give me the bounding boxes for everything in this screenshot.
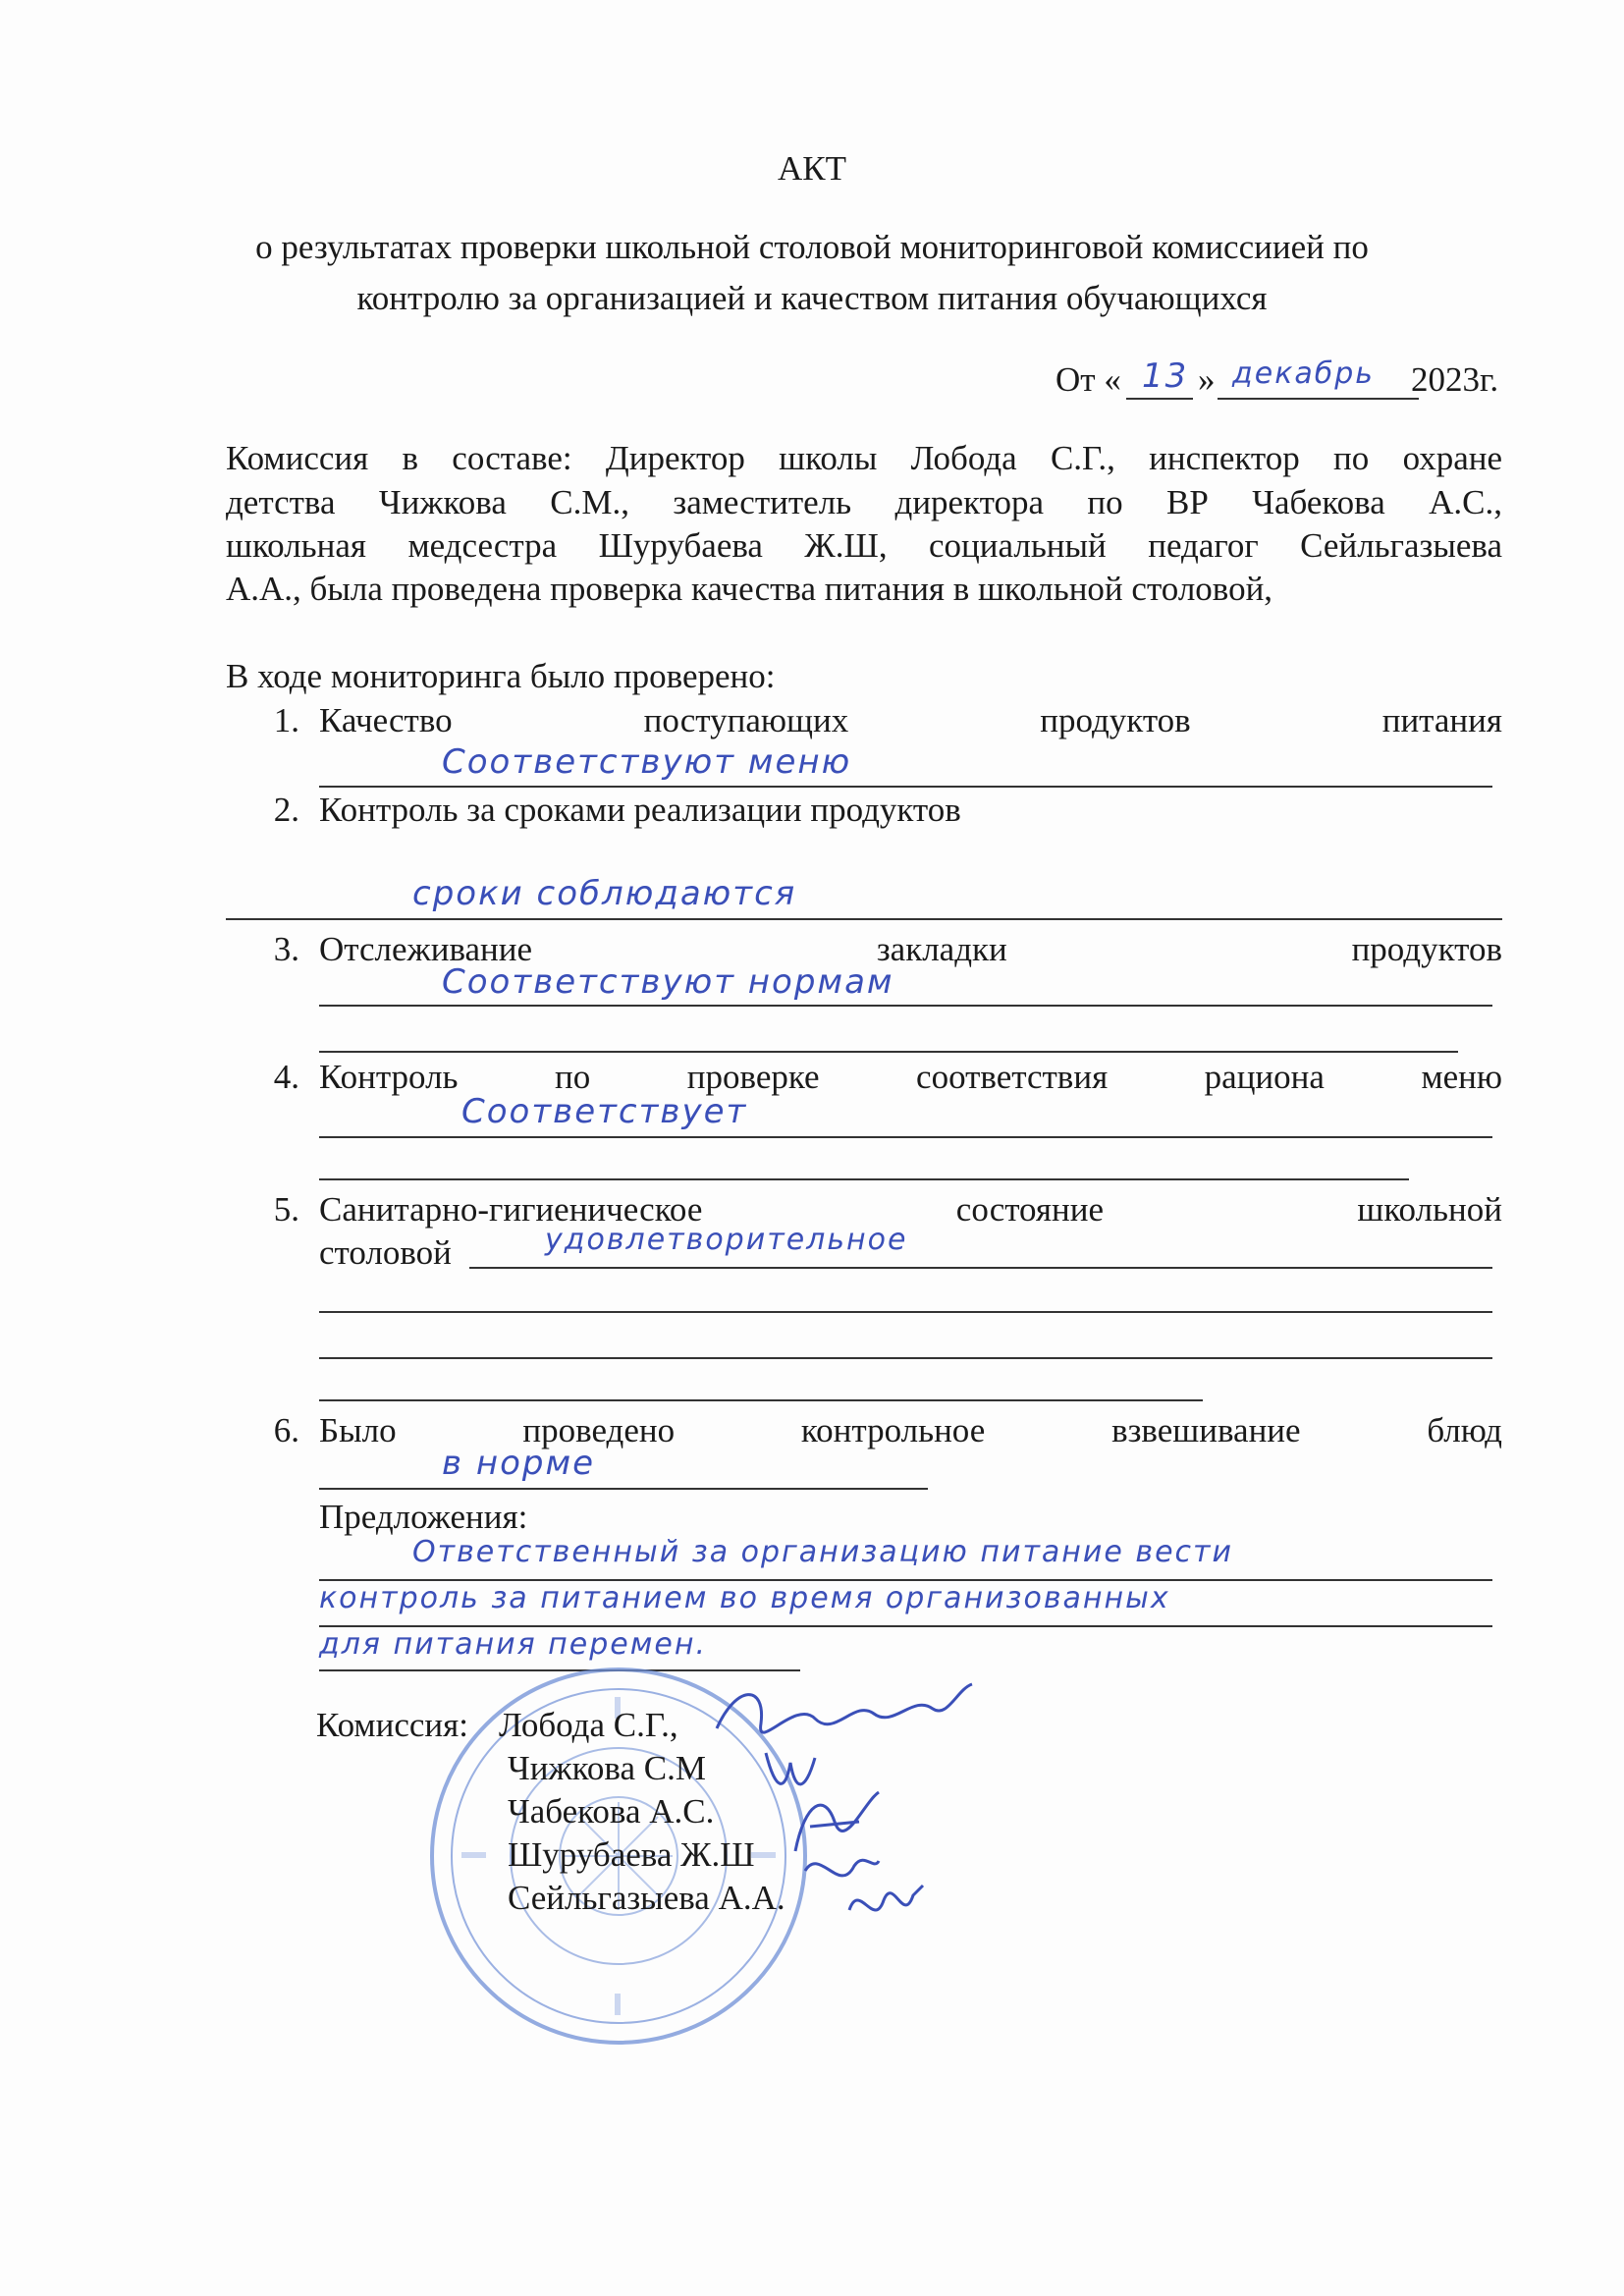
item-5-extra-line-1 — [319, 1311, 1492, 1313]
item-4-handwritten: Соответствует — [461, 1092, 748, 1131]
item-2-heading: Контроль за сроками реализации продуктов — [319, 791, 961, 829]
document-title: АКТ — [778, 149, 846, 188]
item-6-handwritten: в норме — [442, 1444, 596, 1483]
commission-line-1: Комиссия в составе: Директор школы Лобода С.Г., инспектор по охране — [226, 439, 1502, 477]
item-5-word: Санитарно-гигиеническое — [319, 1190, 703, 1229]
item-4-word: соответствия — [916, 1058, 1109, 1096]
signatory-name-5: Сейльгазыева А.А. — [508, 1879, 785, 1917]
date-month-line — [1218, 398, 1419, 400]
item-2-handwritten: сроки соблюдаются — [412, 874, 797, 913]
signature-1 — [707, 1679, 982, 1758]
signatory-name-1: Лобода С.Г., — [499, 1706, 678, 1744]
proposals-handwritten-1: Ответственный за организацию питание вести — [412, 1535, 1234, 1569]
commission-line-3: школьная медсестра Шурубаева Ж.Ш, социальный педагог Сейльгазыева — [226, 526, 1502, 565]
proposals-handwritten-2: контроль за питанием во время организованных — [319, 1581, 1170, 1615]
item-4-word: проверке — [686, 1058, 820, 1096]
item-5-heading — [319, 1188, 1502, 1231]
item-4-number: 4. — [273, 1058, 299, 1096]
item-5-word: школьной — [1357, 1190, 1502, 1229]
item-6-word: блюд — [1427, 1411, 1502, 1449]
date-line — [1056, 358, 1507, 408]
item-4-word: Контроль — [319, 1058, 459, 1096]
item-6-word: контрольное — [800, 1411, 986, 1449]
item-3-extra-line — [319, 1051, 1458, 1053]
item-2-number: 2. — [273, 791, 299, 829]
item-6-answer-line — [319, 1488, 928, 1490]
item-5-word: состояние — [955, 1190, 1104, 1229]
item-3-answer-line — [319, 1005, 1492, 1007]
commission-line-2: детства Чижкова С.М., заместитель директора по ВР Чабекова А.С., — [226, 483, 1502, 521]
item-1-handwritten: Соответствуют меню — [442, 742, 852, 782]
item-6-word: Было — [319, 1411, 397, 1449]
item-3-handwritten: Соответствуют нормам — [442, 962, 894, 1002]
proposals-handwritten-3: для питания перемен. — [319, 1627, 707, 1662]
item-3-number: 3. — [273, 930, 299, 968]
date-prefix: От « — [1056, 360, 1121, 399]
item-5-line2-prefix: столовой — [319, 1233, 452, 1272]
signatory-name-4: Шурубаева Ж.Ш — [508, 1835, 755, 1874]
commission-signatures-label: Комиссия: — [316, 1706, 468, 1744]
date-day-line — [1126, 398, 1193, 400]
item-1-word: Качество — [319, 701, 453, 739]
item-5-handwritten: удовлетворительное — [545, 1223, 908, 1257]
commission-line-4: А.А., была проведена проверка качества питания в школьной столовой, — [226, 570, 1273, 608]
item-6-word: взвешивание — [1111, 1411, 1301, 1449]
item-1-word: поступающих — [643, 701, 849, 739]
item-6-word: проведено — [522, 1411, 676, 1449]
proposals-label: Предложения: — [319, 1498, 528, 1536]
item-1-word: питания — [1381, 701, 1502, 739]
date-mid: » — [1198, 360, 1216, 399]
item-1-heading — [319, 699, 1502, 742]
item-5-extra-line-2 — [319, 1357, 1492, 1359]
item-3-word: закладки — [876, 930, 1007, 968]
item-3-word: Отслеживание — [319, 930, 533, 968]
item-5-answer-line — [469, 1267, 1492, 1269]
item-4-answer-line — [319, 1136, 1492, 1138]
item-4-word: по — [555, 1058, 591, 1096]
item-1-number: 1. — [273, 701, 299, 739]
signatory-name-3: Чабекова А.С. — [508, 1792, 715, 1831]
item-1-answer-line — [319, 786, 1492, 788]
item-2-answer-line — [226, 918, 1502, 920]
signature-5 — [839, 1871, 928, 1940]
item-5-extra-line-3 — [319, 1399, 1203, 1401]
item-4-extra-line — [319, 1178, 1409, 1180]
date-suffix: 2023г. — [1411, 360, 1499, 399]
date-month-handwritten: декабрь — [1232, 356, 1375, 391]
item-4-word: меню — [1421, 1058, 1502, 1096]
item-5-number: 5. — [273, 1190, 299, 1229]
document-subtitle-line1: о результатах проверки школьной столовой мониторинговой комиссиией по — [255, 228, 1369, 266]
item-1-word: продуктов — [1040, 701, 1191, 739]
item-3-word: продуктов — [1351, 930, 1502, 968]
item-4-word: рациона — [1204, 1058, 1325, 1096]
document-subtitle-line2: контролю за организацией и качеством питания обучающихся — [356, 279, 1268, 317]
date-day-handwritten: 13 — [1142, 356, 1189, 396]
item-6-number: 6. — [273, 1411, 299, 1449]
signatory-name-2: Чижкова С.М — [508, 1749, 706, 1787]
monitoring-intro: В ходе мониторинга было проверено: — [226, 657, 776, 695]
